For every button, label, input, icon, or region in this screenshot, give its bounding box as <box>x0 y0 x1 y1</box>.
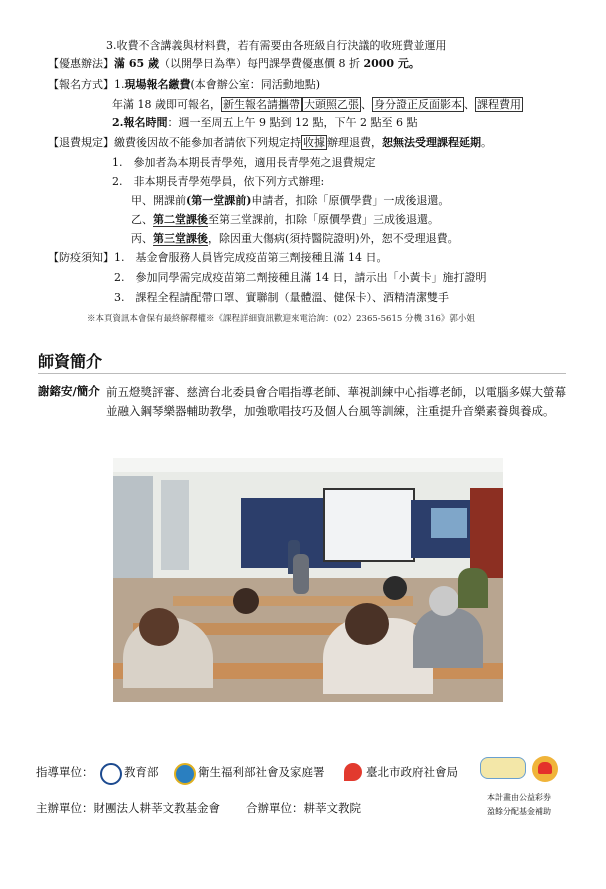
refund-b-bold: 第二堂課後 <box>153 213 208 226</box>
refund-c-bold: 第三堂課後 <box>153 232 208 245</box>
req-prefix: 年滿 18 歲即可報名， <box>112 98 221 111</box>
register-time-text: ：週一至周五上午 9 點到 12 點，下午 2 點至 6 點 <box>167 116 418 129</box>
register-item1-bold: 現場報名繳費 <box>124 78 191 91</box>
register-requirements <box>112 97 523 112</box>
refund-intro-end: 。 <box>481 136 492 149</box>
co-host-unit: 合辦單位：耕莘文教院 <box>246 801 361 815</box>
epidemic-rule-2: 2. 參加同學需完成疫苗第二劑接種且滿 14 日，請示出「小黃卡」施打證明 <box>114 271 487 284</box>
host-unit: 主辦單位：財團法人耕莘文教基金會 <box>36 801 220 815</box>
footnote: ※本頁資訊本會保有最終解釋權※《課程詳細資訊歡迎來電洽詢：(02）2365-5615 分機 316》郭小姐 <box>87 314 475 324</box>
epidemic-rule-1: 1. 基金會服務人員皆完成疫苗第三劑接種且滿 14 日。 <box>114 251 388 264</box>
epidemic-rule-3: 3. 課程全程請配帶口罩、實聯制（量體溫、健保卡）、酒精清潔雙手 <box>114 291 449 304</box>
refund-rule-c <box>131 231 459 246</box>
discount-text: （以開學日為準）每門課學費優惠價 8 折 <box>158 57 360 70</box>
refund-intro-b: 辦理退費， <box>327 136 382 149</box>
req-box-1: 新生報名請攜帶 <box>223 98 300 111</box>
req-box-3: 身分證正反面影本 <box>374 98 462 111</box>
req-sep-1: 、 <box>361 98 372 111</box>
teacher-name: 謝鎔安/簡介 <box>38 384 100 398</box>
refund-no-postpone: 恕無法受理課程延期 <box>382 136 481 149</box>
refund-a-prefix: 甲、開課前 <box>131 194 186 207</box>
guide-taipei: 臺北市政府社會局 <box>366 765 458 779</box>
refund-rule-2: 2. 非本期長青學苑學員，依下列方式辦理: <box>112 175 325 188</box>
refund-b-prefix: 乙、 <box>131 213 153 226</box>
req-box-4: 課程費用 <box>477 98 521 111</box>
taipei-logo-icon <box>344 763 362 781</box>
lottery-logo-icon <box>480 757 526 779</box>
refund-b-rest: 至第三堂課前，扣除「原價學費」三成後退還。 <box>208 213 439 226</box>
refund-label: 【退費規定】 <box>48 136 114 149</box>
teacher-section-heading: 師資簡介 <box>38 352 103 371</box>
fee-note-3: 3.收費不含講義與材料費，若有需要由各班級自行決議的收班費並運用 <box>106 39 447 52</box>
epidemic-label: 【防疫須知】 <box>48 251 114 264</box>
guide-row <box>36 764 94 780</box>
guide-mohw: 衛生福利部社會及家庭署 <box>198 765 325 779</box>
heart-shape <box>538 762 552 774</box>
mohw-logo-icon <box>174 763 196 785</box>
charity-heart-icon <box>532 756 558 782</box>
discount-label: 【優惠辦法】 <box>48 57 114 70</box>
refund-intro-a: 繳費後因故不能參加者請依下列規定持 <box>114 136 301 149</box>
teacher-bio: 前五燈獎評審、慈濟台北委員會合唱指導老師、華視訓練中心指導老師，以電腦多媒大螢幕並融入鋼琴樂器輔助教學，加強歌唱技巧及個人台風等訓練，注重提升音樂素養與養成。 <box>106 385 566 418</box>
register-label: 【報名方式】 <box>48 78 114 91</box>
register-row-1 <box>48 77 320 92</box>
refund-c-prefix: 丙、 <box>131 232 153 245</box>
refund-c-rest: ，除因重大傷病(須持醫院證明)外，恕不受理退費。 <box>208 232 459 245</box>
discount-row <box>48 56 420 71</box>
refund-rule-1: 1. 參加者為本期長青學苑，適用長青學苑之退費規定 <box>112 156 376 169</box>
section-divider <box>38 373 566 374</box>
register-time <box>112 115 417 130</box>
register-item1-rest: (本會辦公室：同活動地點) <box>190 78 321 91</box>
discount-age: 滿 65 歲 <box>114 57 159 70</box>
req-sep-2: 、 <box>464 98 475 111</box>
register-time-label: 2.報名時間 <box>112 116 168 129</box>
register-item1-prefix: 1. <box>114 78 125 91</box>
refund-rule-b <box>131 212 439 227</box>
sponsor-note-2: 盈餘分配基金補助 <box>487 807 551 816</box>
refund-intro <box>48 135 492 150</box>
req-box-2: 大頭照乙張 <box>304 98 359 111</box>
discount-price: 2000 元。 <box>363 57 420 70</box>
guide-moe: 教育部 <box>124 765 159 779</box>
refund-rule-a <box>131 193 449 208</box>
sponsor-note-1: 本計畫由公益彩券 <box>487 793 551 802</box>
refund-receipt-box: 收據 <box>303 136 325 149</box>
teacher-section-title <box>38 349 102 372</box>
refund-a-rest: 申請者，扣除「原價學費」一成後退還。 <box>251 194 450 207</box>
epidemic-row-1 <box>48 250 387 265</box>
guide-label: 指導單位： <box>36 765 94 779</box>
moe-logo-icon <box>100 763 122 785</box>
classroom-photo <box>113 458 503 702</box>
refund-a-bold: (第一堂課前) <box>186 194 252 207</box>
